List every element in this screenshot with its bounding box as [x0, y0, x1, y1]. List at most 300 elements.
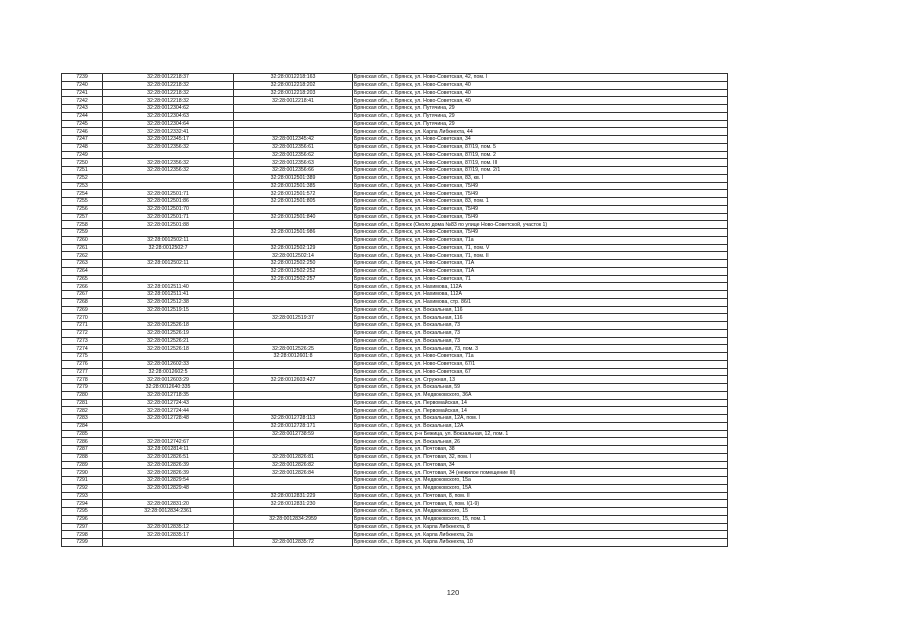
old-cadastral-number-cell: 32:28:0012501:70 [103, 205, 234, 213]
row-number-cell: 7290 [62, 469, 103, 477]
table-row [62, 128, 728, 136]
page-number: 120 [446, 588, 460, 597]
table-row [62, 368, 728, 376]
address-cell: Брянская обл., г. Брянск, ул. Ново-Советская, 67/1 [353, 360, 728, 368]
old-cadastral-number-cell: 32:28:0012724:43 [103, 399, 234, 407]
new-cadastral-number-cell: 32:28:0012501:986 [234, 229, 353, 237]
new-cadastral-number-cell: 32:28:0012356:63 [234, 159, 353, 167]
new-cadastral-number-cell: 32:28:0012834:2959 [234, 515, 353, 523]
table-row [62, 291, 728, 299]
address-cell: Брянская обл., г. Брянск, ул. Ново-Советская, 75/49 [353, 182, 728, 190]
old-cadastral-number-cell [103, 539, 234, 547]
old-cadastral-number-cell [103, 151, 234, 159]
address-cell: Брянская обл., г. Брянск, ул. Карла Либкнехта, 2а [353, 531, 728, 539]
old-cadastral-number-cell [103, 515, 234, 523]
address-cell: Брянская обл., г. Брянск, ул. Ново-Советская, 75/49 [353, 205, 728, 213]
address-cell: Брянская обл., г. Брянск, ул. Ново-Советская, 87/19, пом. III [353, 159, 728, 167]
new-cadastral-number-cell: 32:28:0012356:66 [234, 167, 353, 175]
row-number-cell: 7268 [62, 298, 103, 306]
table-row [62, 469, 728, 477]
old-cadastral-number-cell: 32:28:0012835:12 [103, 523, 234, 531]
address-cell: Брянская обл., г. Брянск, ул. Ново-Советская, 40 [353, 89, 728, 97]
new-cadastral-number-cell [234, 306, 353, 314]
old-cadastral-number-cell: 32:28:0012345:17 [103, 136, 234, 144]
table-row [62, 167, 728, 175]
table-row [62, 221, 728, 229]
row-number-cell: 7262 [62, 252, 103, 260]
address-cell: Брянская обл., г. Брянск, ул. Путячина, 29 [353, 120, 728, 128]
row-number-cell: 7286 [62, 438, 103, 446]
new-cadastral-number-cell: 32:28:0012501:572 [234, 190, 353, 198]
new-cadastral-number-cell [234, 391, 353, 399]
row-number-cell: 7279 [62, 384, 103, 392]
old-cadastral-number-cell: 32:28:0012834:2361 [103, 508, 234, 516]
row-number-cell: 7255 [62, 198, 103, 206]
new-cadastral-number-cell [234, 508, 353, 516]
row-number-cell: 7261 [62, 244, 103, 252]
old-cadastral-number-cell: 32:28:0012831:20 [103, 500, 234, 508]
old-cadastral-number-cell [103, 252, 234, 260]
address-cell: Брянская обл., г. Брянск, ул. Вокзальная, 26 [353, 438, 728, 446]
row-number-cell: 7280 [62, 391, 103, 399]
row-number-cell: 7241 [62, 89, 103, 97]
address-cell: Брянская обл., г. Брянск, ул. Ново-Советская, 34 [353, 136, 728, 144]
new-cadastral-number-cell: 32:28:0012826:84 [234, 469, 353, 477]
row-number-cell: 7267 [62, 291, 103, 299]
address-cell: Брянская обл., г. Брянск, ул. Ново-Советская, 42, пом. I [353, 74, 728, 82]
address-cell: Брянская обл., г. Брянск, ул. Ново-Советская, 71А [353, 260, 728, 268]
old-cadastral-number-cell: 32:28:0012304:64 [103, 120, 234, 128]
table-row [62, 539, 728, 547]
row-number-cell: 7288 [62, 453, 103, 461]
row-number-cell: 7263 [62, 260, 103, 268]
new-cadastral-number-cell: 32:28:0012603:427 [234, 376, 353, 384]
table-row [62, 531, 728, 539]
old-cadastral-number-cell: 32:28:0012835:17 [103, 531, 234, 539]
address-cell: Брянская обл., г. Брянск, ул. Ново-Советская, 71а [353, 236, 728, 244]
old-cadastral-number-cell: 32:28:0012829:48 [103, 484, 234, 492]
old-cadastral-number-cell: 32:28:0012826:39 [103, 461, 234, 469]
table-row [62, 205, 728, 213]
row-number-cell: 7245 [62, 120, 103, 128]
new-cadastral-number-cell [234, 531, 353, 539]
table-row [62, 508, 728, 516]
address-cell: Брянская обл., г. Брянск, ул. Почтовая, 34 [353, 461, 728, 469]
address-cell: Брянская обл., г. Брянск, ул. Вокзальная, 59 [353, 384, 728, 392]
table-row [62, 275, 728, 283]
new-cadastral-number-cell [234, 112, 353, 120]
table-row [62, 360, 728, 368]
row-number-cell: 7284 [62, 422, 103, 430]
address-cell: Брянская обл., г. Брянск, ул. Ново-Советская, 71а [353, 353, 728, 361]
old-cadastral-number-cell: 32:28:0012501:88 [103, 221, 234, 229]
table-row [62, 415, 728, 423]
old-cadastral-number-cell: 32:28:0012356:32 [103, 167, 234, 175]
old-cadastral-number-cell: 32:28:0012511:40 [103, 283, 234, 291]
new-cadastral-number-cell: 32:28:0012501:805 [234, 198, 353, 206]
table-row [62, 244, 728, 252]
row-number-cell: 7295 [62, 508, 103, 516]
old-cadastral-number-cell: 32:28:0012502:7 [103, 244, 234, 252]
old-cadastral-number-cell: 32:28:0012602:5 [103, 368, 234, 376]
old-cadastral-number-cell: 32:28:0012501:71 [103, 190, 234, 198]
address-cell: Брянская обл., г. Брянск, ул. Ново-Советская, 67 [353, 368, 728, 376]
old-cadastral-number-cell [103, 174, 234, 182]
table-row [62, 484, 728, 492]
new-cadastral-number-cell [234, 329, 353, 337]
address-cell: Брянская обл., г. Брянск, ул. Медвоковского, 15а [353, 477, 728, 485]
address-cell: Брянская обл., г. Брянск, ул. Первомайская, 14 [353, 399, 728, 407]
address-cell: Брянская обл., г. Брянск, ул. Ново-Советская, 87/19, пом. 5 [353, 143, 728, 151]
new-cadastral-number-cell [234, 337, 353, 345]
table-row [62, 322, 728, 330]
old-cadastral-number-cell [103, 492, 234, 500]
old-cadastral-number-cell: 32:28:0012502:11 [103, 260, 234, 268]
old-cadastral-number-cell: 32:28:0012724:44 [103, 407, 234, 415]
table-row [62, 89, 728, 97]
new-cadastral-number-cell [234, 298, 353, 306]
address-cell: Брянская обл., г. Брянск, ул. Нахимова, 112А [353, 283, 728, 291]
row-number-cell: 7246 [62, 128, 103, 136]
old-cadastral-number-cell: 32:28:0012218:32 [103, 81, 234, 89]
address-cell: Брянская обл., г. Брянск, ул. Путячина, 29 [353, 105, 728, 113]
row-number-cell: 7247 [62, 136, 103, 144]
new-cadastral-number-cell: 32:28:0012502:252 [234, 267, 353, 275]
row-number-cell: 7253 [62, 182, 103, 190]
old-cadastral-number-cell: 32:28:0012826:39 [103, 469, 234, 477]
address-cell: Брянская обл., г. Брянск, ул. Медвоковского, 15 [353, 508, 728, 516]
new-cadastral-number-cell: 32:28:0012501:389 [234, 174, 353, 182]
row-number-cell: 7272 [62, 329, 103, 337]
address-cell: Брянская обл., г. Брянск, р-н Бежица, ул. Вокзальная, 12, пом. 1 [353, 430, 728, 438]
old-cadastral-number-cell [103, 229, 234, 237]
table-row [62, 461, 728, 469]
address-cell: Брянская обл., г. Брянск, ул. Почтовая, 8, пом. I(1-9) [353, 500, 728, 508]
row-number-cell: 7285 [62, 430, 103, 438]
address-cell: Брянская обл., г. Брянск, ул. Ново-Советская, 83, кв. I [353, 174, 728, 182]
table-row [62, 306, 728, 314]
new-cadastral-number-cell [234, 120, 353, 128]
table-row [62, 314, 728, 322]
new-cadastral-number-cell [234, 128, 353, 136]
new-cadastral-number-cell [234, 484, 353, 492]
old-cadastral-number-cell: 32:28:0012829:54 [103, 477, 234, 485]
table-row [62, 384, 728, 392]
new-cadastral-number-cell [234, 236, 353, 244]
table-row [62, 74, 728, 82]
old-cadastral-number-cell: 32:28:0012640:335 [103, 384, 234, 392]
old-cadastral-number-cell: 32:28:0012814:11 [103, 446, 234, 454]
address-cell: Брянская обл., г. Брянск, ул. Сгружная, 13 [353, 376, 728, 384]
address-cell: Брянская обл., г. Брянск, ул. Ново-Советская, 75/49 [353, 229, 728, 237]
new-cadastral-number-cell: 32:28:0012835:72 [234, 539, 353, 547]
table-row [62, 430, 728, 438]
row-number-cell: 7291 [62, 477, 103, 485]
new-cadastral-number-cell: 32:28:0012501:385 [234, 182, 353, 190]
table-row [62, 81, 728, 89]
address-cell: Брянская обл., г. Брянск, ул. Ново-Советская, 71, пом. V [353, 244, 728, 252]
address-cell: Брянская обл., г. Брянск, ул. Ново-Советская, 40 [353, 97, 728, 105]
new-cadastral-number-cell: 32:28:0012519:37 [234, 314, 353, 322]
address-cell: Брянская обл., г. Брянск (Около дома №83 по улице Ново-Советской, участок 1) [353, 221, 728, 229]
address-cell: Брянская обл., г. Брянск, ул. Карла Либкнехта, 10 [353, 539, 728, 547]
new-cadastral-number-cell [234, 399, 353, 407]
table-row [62, 422, 728, 430]
old-cadastral-number-cell: 32:28:0012526:21 [103, 337, 234, 345]
new-cadastral-number-cell [234, 368, 353, 376]
row-number-cell: 7264 [62, 267, 103, 275]
address-cell: Брянская обл., г. Брянск, ул. Карла Либкнехта, 8 [353, 523, 728, 531]
new-cadastral-number-cell [234, 291, 353, 299]
row-number-cell: 7282 [62, 407, 103, 415]
new-cadastral-number-cell [234, 221, 353, 229]
address-cell: Брянская обл., г. Брянск, ул. Ново-Советская, 83, пом. 1 [353, 198, 728, 206]
address-cell: Брянская обл., г. Брянск, ул. Путячина, 29 [353, 112, 728, 120]
address-cell: Брянская обл., г. Брянск, ул. Ново-Советская, 87/19, пом. 2 [353, 151, 728, 159]
old-cadastral-number-cell [103, 430, 234, 438]
address-cell: Брянская обл., г. Брянск, ул. Ново-Советская, 71, пом. II [353, 252, 728, 260]
row-number-cell: 7269 [62, 306, 103, 314]
table-row [62, 120, 728, 128]
row-number-cell: 7240 [62, 81, 103, 89]
new-cadastral-number-cell [234, 477, 353, 485]
row-number-cell: 7252 [62, 174, 103, 182]
new-cadastral-number-cell [234, 205, 353, 213]
new-cadastral-number-cell: 32:28:0012826:82 [234, 461, 353, 469]
new-cadastral-number-cell: 32:28:0012218:163 [234, 74, 353, 82]
table-row [62, 112, 728, 120]
new-cadastral-number-cell: 32:28:0012356:61 [234, 143, 353, 151]
row-number-cell: 7249 [62, 151, 103, 159]
old-cadastral-number-cell [103, 275, 234, 283]
new-cadastral-number-cell [234, 407, 353, 415]
old-cadastral-number-cell [103, 314, 234, 322]
new-cadastral-number-cell: 32:28:0012526:25 [234, 345, 353, 353]
address-cell: Брянская обл., г. Брянск, ул. Почтовая, 32, пом. I [353, 453, 728, 461]
table-body [62, 74, 728, 547]
table-row [62, 353, 728, 361]
row-number-cell: 7266 [62, 283, 103, 291]
table-row [62, 446, 728, 454]
row-number-cell: 7254 [62, 190, 103, 198]
new-cadastral-number-cell: 32:28:0012501:840 [234, 213, 353, 221]
address-cell: Брянская обл., г. Брянск, ул. Медвоковского, 15А [353, 484, 728, 492]
table-row [62, 143, 728, 151]
new-cadastral-number-cell: 32:28:0012826:81 [234, 453, 353, 461]
row-number-cell: 7298 [62, 531, 103, 539]
old-cadastral-number-cell: 32:28:0012511:41 [103, 291, 234, 299]
address-cell: Брянская обл., г. Брянск, ул. Вокзальная, 73 [353, 322, 728, 330]
old-cadastral-number-cell: 32:28:0012356:32 [103, 143, 234, 151]
new-cadastral-number-cell: 32:28:0012738:59 [234, 430, 353, 438]
table-row [62, 283, 728, 291]
row-number-cell: 7265 [62, 275, 103, 283]
new-cadastral-number-cell: 32:28:0012502:14 [234, 252, 353, 260]
old-cadastral-number-cell [103, 267, 234, 275]
address-cell: Брянская обл., г. Брянск, ул. Вокзальная, 73 [353, 329, 728, 337]
row-number-cell: 7293 [62, 492, 103, 500]
table-row [62, 260, 728, 268]
old-cadastral-number-cell: 32:28:0012356:32 [103, 159, 234, 167]
row-number-cell: 7283 [62, 415, 103, 423]
new-cadastral-number-cell: 32:28:0012831:229 [234, 492, 353, 500]
old-cadastral-number-cell: 32:28:0012218:37 [103, 74, 234, 82]
row-number-cell: 7273 [62, 337, 103, 345]
old-cadastral-number-cell: 32:28:0012519:15 [103, 306, 234, 314]
row-number-cell: 7289 [62, 461, 103, 469]
address-cell: Брянская обл., г. Брянск, ул. Ново-Советская, 75/49 [353, 190, 728, 198]
old-cadastral-number-cell: 32:28:0012332:41 [103, 128, 234, 136]
row-number-cell: 7248 [62, 143, 103, 151]
old-cadastral-number-cell: 32:28:0012742:67 [103, 438, 234, 446]
row-number-cell: 7239 [62, 74, 103, 82]
old-cadastral-number-cell: 32:28:0012526:18 [103, 345, 234, 353]
table-row [62, 97, 728, 105]
row-number-cell: 7275 [62, 353, 103, 361]
table-row [62, 236, 728, 244]
table-row [62, 477, 728, 485]
new-cadastral-number-cell [234, 283, 353, 291]
table-row [62, 407, 728, 415]
table-row [62, 159, 728, 167]
address-cell: Брянская обл., г. Брянск, ул. Вокзальная, 12А [353, 422, 728, 430]
table-row [62, 523, 728, 531]
address-cell: Брянская обл., г. Брянск, ул. Почтовая, 38 [353, 446, 728, 454]
row-number-cell: 7278 [62, 376, 103, 384]
old-cadastral-number-cell: 32:28:0012304:63 [103, 112, 234, 120]
address-cell: Брянская обл., г. Брянск, ул. Ново-Советская, 71 [353, 275, 728, 283]
address-cell: Брянская обл., г. Брянск, ул. Ново-Советская, 71А [353, 267, 728, 275]
row-number-cell: 7244 [62, 112, 103, 120]
new-cadastral-number-cell [234, 523, 353, 531]
new-cadastral-number-cell: 32:28:0012218:41 [234, 97, 353, 105]
table-row [62, 515, 728, 523]
address-cell: Брянская обл., г. Брянск, ул. Вокзальная, 116 [353, 306, 728, 314]
table-row [62, 329, 728, 337]
address-cell: Брянская обл., г. Брянск, ул. Карла Либкнехта, 44 [353, 128, 728, 136]
old-cadastral-number-cell: 32:28:0012501:86 [103, 198, 234, 206]
table-row [62, 399, 728, 407]
new-cadastral-number-cell: 32:28:0012502:250 [234, 260, 353, 268]
old-cadastral-number-cell [103, 422, 234, 430]
table-row [62, 438, 728, 446]
row-number-cell: 7271 [62, 322, 103, 330]
row-number-cell: 7256 [62, 205, 103, 213]
new-cadastral-number-cell [234, 360, 353, 368]
address-cell: Брянская обл., г. Брянск, ул. Первомайская, 14 [353, 407, 728, 415]
row-number-cell: 7297 [62, 523, 103, 531]
new-cadastral-number-cell: 32:28:0012502:257 [234, 275, 353, 283]
row-number-cell: 7296 [62, 515, 103, 523]
new-cadastral-number-cell: 32:28:0012502:129 [234, 244, 353, 252]
row-number-cell: 7276 [62, 360, 103, 368]
new-cadastral-number-cell: 32:28:0012356:62 [234, 151, 353, 159]
row-number-cell: 7243 [62, 105, 103, 113]
old-cadastral-number-cell [103, 353, 234, 361]
address-cell: Брянская обл., г. Брянск, ул. Почтовая, 8, пом. II [353, 492, 728, 500]
table-row [62, 190, 728, 198]
row-number-cell: 7270 [62, 314, 103, 322]
table-row [62, 376, 728, 384]
new-cadastral-number-cell: 32:28:0012728:171 [234, 422, 353, 430]
old-cadastral-number-cell: 32:28:0012526:18 [103, 322, 234, 330]
old-cadastral-number-cell: 32:28:0012304:62 [103, 105, 234, 113]
new-cadastral-number-cell: 32:28:0012218:202 [234, 81, 353, 89]
address-cell: Брянская обл., г. Брянск, ул. Ново-Советская, 40 [353, 81, 728, 89]
new-cadastral-number-cell [234, 438, 353, 446]
new-cadastral-number-cell [234, 105, 353, 113]
table-row [62, 105, 728, 113]
table-row [62, 337, 728, 345]
table-row [62, 345, 728, 353]
new-cadastral-number-cell [234, 322, 353, 330]
table-row [62, 198, 728, 206]
new-cadastral-number-cell: 32:28:0012218:203 [234, 89, 353, 97]
table-row [62, 391, 728, 399]
new-cadastral-number-cell [234, 384, 353, 392]
address-cell: Брянская обл., г. Брянск, ул. Вокзальная, 116 [353, 314, 728, 322]
cadastral-register-table [61, 73, 728, 547]
table-row [62, 182, 728, 190]
row-number-cell: 7281 [62, 399, 103, 407]
old-cadastral-number-cell: 32:28:0012602:33 [103, 360, 234, 368]
new-cadastral-number-cell [234, 446, 353, 454]
old-cadastral-number-cell: 32:28:0012826:51 [103, 453, 234, 461]
old-cadastral-number-cell: 32:28:0012718:35 [103, 391, 234, 399]
row-number-cell: 7287 [62, 446, 103, 454]
row-number-cell: 7257 [62, 213, 103, 221]
table-row [62, 453, 728, 461]
table-row [62, 500, 728, 508]
old-cadastral-number-cell: 32:28:0012502:11 [103, 236, 234, 244]
table-row [62, 151, 728, 159]
table-row [62, 492, 728, 500]
address-cell: Брянская обл., г. Брянск, ул. Нахимова, стр. 86/1 [353, 298, 728, 306]
old-cadastral-number-cell: 32:28:0012218:32 [103, 97, 234, 105]
address-cell: Брянская обл., г. Брянск, ул. Ново-Советская, 87/19, пом. 2/1 [353, 167, 728, 175]
address-cell: Брянская обл., г. Брянск, ул. Нахимова, 112А [353, 291, 728, 299]
table-row [62, 267, 728, 275]
address-cell: Брянская обл., г. Брянск, ул. Вокзальная, 12А, пом. I [353, 415, 728, 423]
old-cadastral-number-cell: 32:28:0012728:48 [103, 415, 234, 423]
new-cadastral-number-cell: 32:28:0012345:42 [234, 136, 353, 144]
address-cell: Брянская обл., г. Брянск, ул. Медвоковского, 15, пом. 1 [353, 515, 728, 523]
old-cadastral-number-cell [103, 182, 234, 190]
row-number-cell: 7260 [62, 236, 103, 244]
old-cadastral-number-cell: 32:28:0012512:38 [103, 298, 234, 306]
row-number-cell: 7292 [62, 484, 103, 492]
row-number-cell: 7259 [62, 229, 103, 237]
row-number-cell: 7242 [62, 97, 103, 105]
old-cadastral-number-cell: 32:28:0012526:19 [103, 329, 234, 337]
address-cell: Брянская обл., г. Брянск, ул. Ново-Советская, 75/49 [353, 213, 728, 221]
table-row [62, 213, 728, 221]
table-row [62, 298, 728, 306]
row-number-cell: 7277 [62, 368, 103, 376]
address-cell: Брянская обл., г. Брянск, ул. Вокзальная, 73, пом. 3 [353, 345, 728, 353]
old-cadastral-number-cell: 32:28:0012501:71 [103, 213, 234, 221]
row-number-cell: 7258 [62, 221, 103, 229]
table-row [62, 252, 728, 260]
old-cadastral-number-cell: 32:28:0012603:29 [103, 376, 234, 384]
row-number-cell: 7299 [62, 539, 103, 547]
address-cell: Брянская обл., г. Брянск, ул. Медвоковского, 36А [353, 391, 728, 399]
old-cadastral-number-cell: 32:28:0012218:32 [103, 89, 234, 97]
table-row [62, 229, 728, 237]
row-number-cell: 7250 [62, 159, 103, 167]
row-number-cell: 7294 [62, 500, 103, 508]
table-row [62, 174, 728, 182]
